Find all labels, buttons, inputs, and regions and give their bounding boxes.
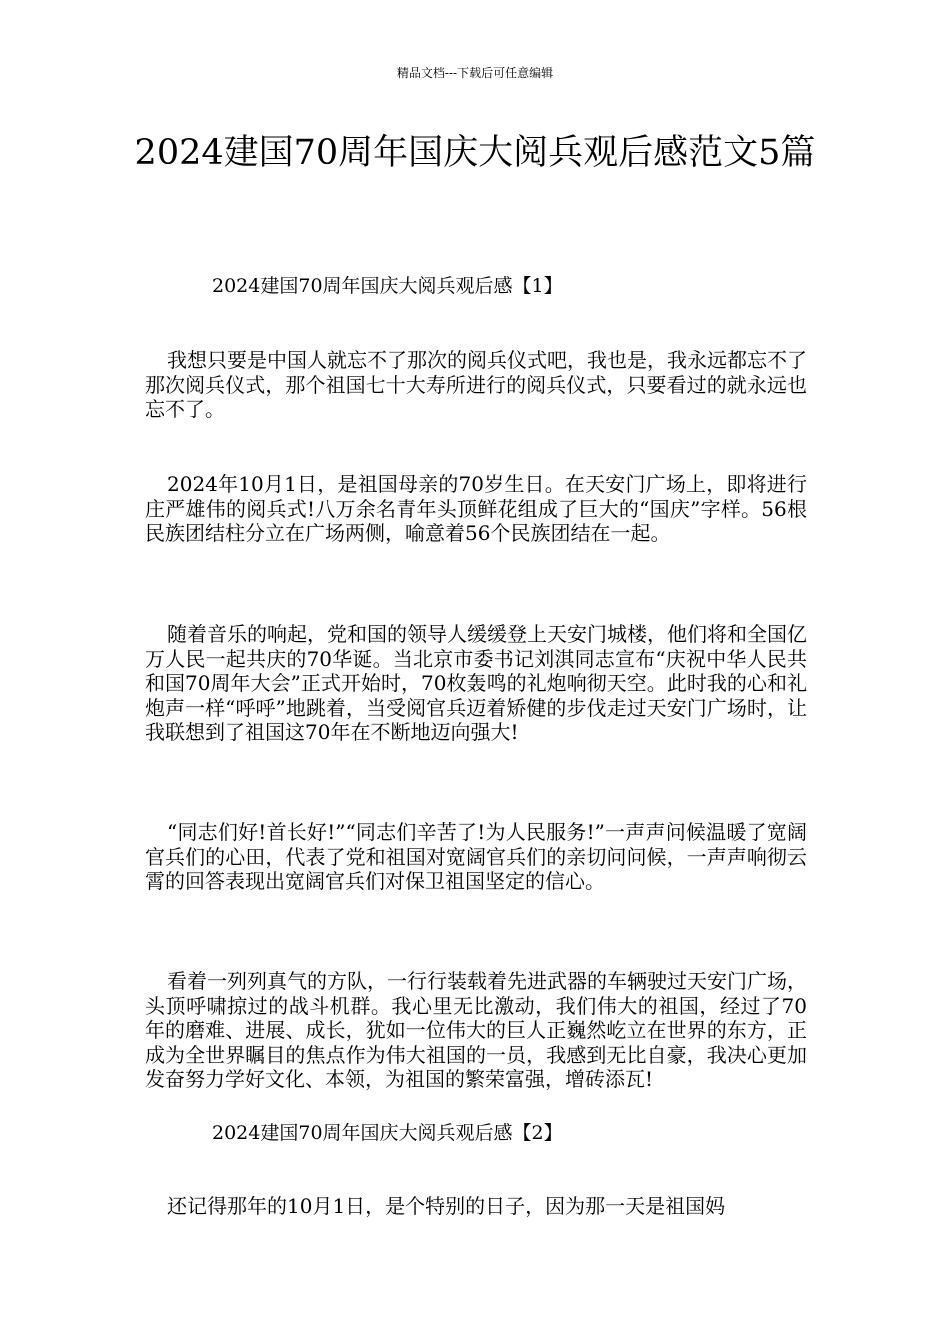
paragraph-1: 我想只要是中国人就忘不了那次的阅兵仪式吧，我也是，我永远都忘不了那次阅兵仪式，那个祖国七十大寿所进行的阅兵仪式，只要看过的就永远也忘不了。: [145, 348, 807, 421]
paragraph-6: 还记得那年的10月1日，是个特别的日子，因为那一天是祖国妈: [167, 1194, 726, 1218]
document-title: 2024建国70周年国庆大阅兵观后感范文5篇: [134, 133, 816, 173]
paragraph-2: 2024年10月1日，是祖国母亲的70岁生日。在天安门广场上，即将进行庄严雄伟的阅兵式!八万余名青年头顶鲜花组成了巨大的“国庆”字样。56根民族团结柱分立在广场两侧，喻意着56个民族团结在一起。: [145, 472, 807, 545]
paragraph-3: 随着音乐的响起，党和国的领导人缓缓登上天安门城楼，他们将和全国亿万人民一起共庆的70华诞。当北京市委书记刘淇同志宣布“庆祝中华人民共和国70周年大会”正式开始时，70枚轰鸣的礼炮响彻天空。此时我的心和礼炮声一样“呼呼”地跳着，当受阅官兵迈着矫健的步伐走过天安门广场时，让我联想到了祖国这70年在不断地迈向强大!: [145, 622, 807, 744]
paragraph-5: 看着一列列真气的方队，一行行装载着先进武器的车辆驶过天安门广场，头顶呼啸掠过的战斗机群。我心里无比激动，我们伟大的祖国，经过了70年的磨难、进展、成长，犹如一位伟大的巨人正巍然屹立在世界的东方，正成为全世界瞩目的焦点作为伟大祖国的一员，我感到无比自豪，我决心更加发奋努力学好文化、本领，为祖国的繁荣富强，增砖添瓦!: [145, 969, 807, 1091]
page-header: 精品文档---下载后可任意编辑: [396, 66, 554, 80]
section-heading-2: 2024建国70周年国庆大阅兵观后感【2】: [212, 1122, 563, 1144]
paragraph-4: “同志们好!首长好!”“同志们辛苦了!为人民服务!”一声声问候温暖了宽阔官兵们的心田，代表了党和祖国对宽阔官兵们的亲切问问候，一声声响彻云霄的回答表现出宽阔官兵们对保卫祖国坚定的信心。: [145, 820, 807, 893]
section-heading-1: 2024建国70周年国庆大阅兵观后感【1】: [212, 275, 563, 297]
